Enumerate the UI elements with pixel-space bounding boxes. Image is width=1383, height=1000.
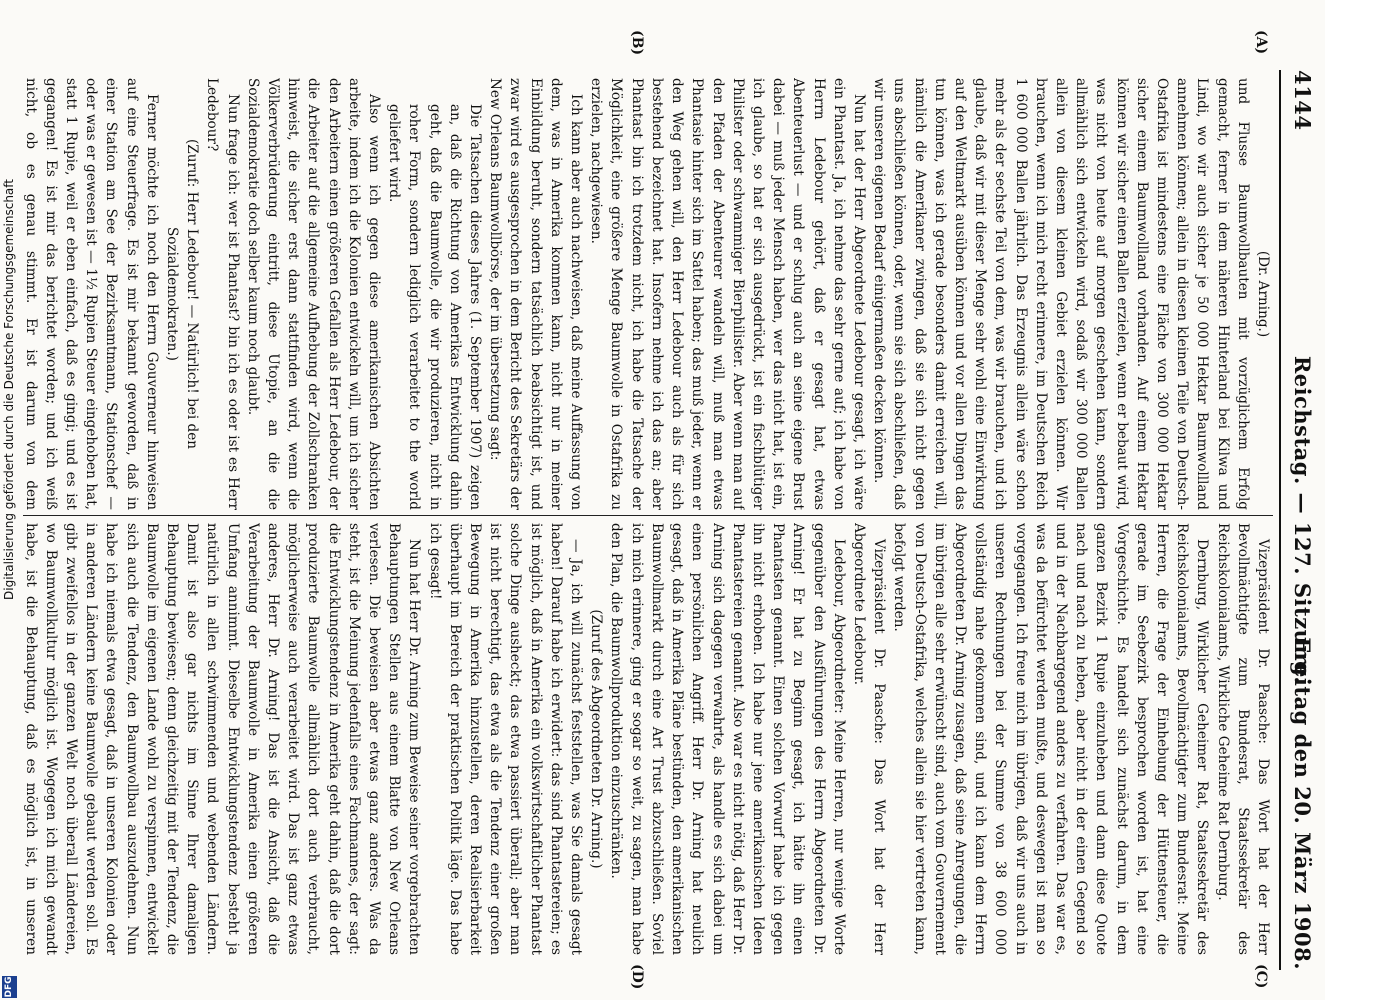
interjection: (Zuruf: Herr Ledebour! — Natürlich! bei den Sozialdemokraten.): [164, 138, 201, 450]
column-divider: [23, 515, 1273, 516]
dfg-logo: DFG: [2, 976, 17, 998]
quotation: Die Tatsachen dieses Jahres (1. September 1907) zeigen an, daß die Richtung von Amerikas Entwicklung dahin geht, daß die Baumwolle, die wir produzieren, nicht in roher Form, sondern lediglich verarbeitet to the world geliefert wird.: [386, 104, 484, 510]
paragraph: Also wenn ich gegen diese amerikanischen Absichten arbeite, indem ich die Kolonien entwickeln will, um ich sicher den Arbeitern einen größeren Gefallen als Herr Ledebour, der die Arbeiter auf die allgemeine Aufhebung der Zollschranken hinweist, die sicher erst dann stattfinden wird, wenn die Völkerverbrüderung eintritt, diese Utopie, an die die Sozialdemokratie doch selber kaum noch glaubt.: [244, 78, 383, 510]
paragraph: Vizepräsident Dr. Paasche: Das Wort hat der Herr Abgeordnete Ledebour.: [850, 523, 888, 955]
page-number: 4144: [1290, 70, 1315, 131]
paragraph: Nun frage ich: wer ist Phantast? bin ich es oder ist es Herr Ledebour?: [204, 78, 241, 510]
paragraph: — Ja, ich will zunächst feststellen, was Sie damals gesagt haben! Darauf habe ich erwidert: das sind Phantastereien; es ist möglich, daß in Amerika ein volkswirtschaftlicher Phantast solche Dinge ausheckt; das etwa passiert überall; aber man ist nicht berechtigt, das etwa als die Tendenz einer großen Bewegung in Amerika hinzustellen, deren Realisierbarkeit überhaupt im Bereich der praktischen Politik läge. Das habe ich gesagt!: [426, 523, 585, 955]
speaker-tag: (Dr. Arning.): [1255, 250, 1271, 338]
margin-marker-b: (B): [629, 30, 645, 56]
margin-marker-d: (D): [629, 964, 645, 990]
paragraph: Ich kann aber auch nachweisen, daß meine Auffassung von dem, was in Amerika kommen kann, nicht nur in meiner Einbildung beruht, sondern tatsächlich beabsichtigt ist, und zwar wird es ausgesprochen in dem Bericht des Sekretärs der New Orleans Baumwollbörse, der im übersetzung sagt:: [487, 78, 585, 510]
session-date: Freitag den 20. März 1908.: [1290, 637, 1315, 970]
paragraph: Ledebour, Abgeordneter: Meine Herren, nur wenige Worte gegenüber den Ausführungen des Herrn Abgeordneten Dr. Arning! Er hat zu Beginn gesagt, ich hätte ihn einen Phantasten genannt. Einen solchen Vorwurf habe ich gegen ihn nicht erhoben. Ich habe nur jene amerikanischen Ideen Phantastereien genannt. Also war es nicht nötig, daß Herr Dr. Arning sich dagegen verwahrte, als handle es sich dabei um einen persönlichen Angriff. Herr Dr. Arning hat neulich gesagt, daß in Amerika Pläne bestünden, den amerikanischen Baumwollmarkt durch eine Art Trust abzuschließen. Soviel ich mich erinnere, ging er sogar so weit, zu sagen, man habe den Plan, die Baumwollproduktion einzuschränken.: [608, 523, 847, 955]
paragraph: Vizepräsident Dr. Paasche: Das Wort hat der Herr Bevollmächtigte zum Bundesrat, Staatssekretär des Reichskolonialamts, Wirkliche Geheime Rat Dernburg.: [1214, 523, 1271, 955]
paragraph: Dernburg, Wirklicher Geheimer Rat, Staatssekretär des Reichskolonialamts, Bevollmächtigter zum Bundesrat: Meine Herren, die Frage der Einhebung der Hüttensteuer, die gerade im Seebezirk besprochen worden ist, hat eine Vorgeschichte. Es handelt sich zunächst darum, in dem ganzen Bezirk 1 Rupie einzuheben und dann diese Quote nach und nach zu heben, aber nicht in der einen Gegend so und in der Nachbargegend anders zu verfahren. Das war es, was da befürchtet werden mußte, und deswegen ist man so vorgegangen. Ich freue mich im übrigen, daß wir uns auch in unseren Rechnungen bei der Summe von 38 600 000 vollständig nahe gekommen sind, und ich kann dem Herrn Abgeordneten Dr. Arning zusagen, daß seine Anregungen, die im übrigen alle sehr erwünscht sind, auch vom Gouvernement von Deutsch-Ostafrika, welches allein sie hier vertreten kann, befolgt werden.: [891, 523, 1211, 955]
right-text-column: [23, 523, 1273, 955]
digitization-credit: Digitalisierung gefördert durch die Deutsche Forschungsgemeinschaft: [2, 178, 16, 600]
paragraph: Nun hat der Herr Abgeordnete Ledebour gesagt, ich wäre ein Phantast. Ja, ich nehme das sehr gerne auf; ich habe von Herrn Ledebour gehört, daß er gesagt hat, etwas Abenteuerlust — und er schlug auch an seine eigene Brust dabei — muß jeder Mensch haben, wer das nicht hat, ist ein, ich glaube, so hat er sich ausgedrückt, ist ein fischblütiger Philister oder schwammiger Bierphilister. Aber wenn man auf den Pfaden der Abenteurer wandeln will, muß man etwas Phantasie hinter sich im Sattel haben; das muß jeder, wenn er den Weg gehen will, den Herr Ledebour auch als für sich bestehend bezeichnet hat. Insofern nehme ich das an; aber Phantast bin ich trotzdem nicht, ich habe die Tatsache der Möglichkeit, eine größere Menge Baumwolle in Ostafrika zu erzielen, nachgewiesen.: [588, 78, 867, 510]
left-text-column: [23, 78, 1273, 510]
interjection: (Zuruf des Abgeordneten Dr. Arning.): [588, 609, 605, 869]
margin-marker-a: (A): [1253, 30, 1269, 55]
paragraph: Nun hat Herr Dr. Arning zum Beweise seiner vorgebrachten Behauptungen Stellen aus einem Blatte von New Orleans verlesen. Die beweisen aber etwas ganz anderes. Was da steht, ist die Meinung jedenfalls eines Fachmannes, der sagt: die Entwicklungstendenz in Amerika geht dahin, daß die dort produzierte Baumwolle allmählich dort auch verbraucht, möglicherweise auch verarbeitet wird. Das ist ganz etwas anderes, Herr Dr. Arning! Das ist die Ansicht, daß die Verarbeitung der Baumwolle in Amerika einen größeren Umfang annimmt. Dieselbe Entwicklungstendenz besteht ja natürlich in allen schwimmenden und webenden Ländern. Damit ist also gar nichts im Sinne Ihrer damaligen Behauptung bewiesen; denn gleichzeitig mit der Tendenz, die Baumwolle im eigenen Lande wohl zu verspinnen, entwickelt sich auch die Tendenz, den Baumwollbau auszudehnen. Nun habe ich niemals etwa gesagt, daß in unseren Kolonien oder in anderen Ländern keine Baumwolle gebaut werden soll. Es gibt zweifellos in der ganzen Welt noch überall Ländereien, wo Baumwollkultur möglich ist. Wogegen ich mich gewandt habe, ist die Behauptung, daß es möglich ist, in unseren: [23, 523, 423, 955]
paragraph: Ferner möchte ich noch den Herrn Gouverneur hinweisen auf eine Steuerfrage. Es ist mir bekannt geworden, daß in einer Station am See der Bezirksamtmann, Stationschef — oder was er gewesen ist — 1½ Rupien Steuer eingehoben hat, statt 1 Rupie, weil er eben einfach, daß es gingi; und es ist gegangen! Es ist mir das berichtet worden; und ich weiß nicht, ob es genau stimmt. Er ist darum von dem: [23, 78, 160, 510]
session-title: Reichstag. — 127. Sitzung.: [1290, 355, 1315, 685]
paragraph: und Flusse Baumwollbauten mit vorzüglichem Erfolg gemacht, ferner in dem näheren Hinterland bei Kilwa und Lindi, wo wir auch sicher je 50 000 Hektar Baumwollland annehmen können; allein in diesen kleinen Teile von Deutsch-Ostafrika ist mindestens eine Fläche von 300 000 Hektar sicher einem Baumwollland vorhanden. Auf einem Hektar können wir sicher einen Ballen erzielen, wenn er bebaut wird, was nicht von heute auf morgen geschehen kann, sondern allmählich sich entwickeln wird, sodaß wir 300 000 Ballen allein von diesem kleinen Gebiet erzielen können. Wir brauchen, wenn ich mich recht erinnere, im Deutschen Reich 1 600 000 Ballen jährlich. Das Erzeugnis allein wäre schon mehr als der sechste Teil von dem, was wir brauchen, und ich glaube, daß wir mit dieser Menge sehr wohl eine Einwirkung auf den Weltmarkt ausüben können und vor allen Dingen das tun können, was ich gerade besonders damit erreichen will, nämlich die Amerikaner zwingen, daß sie sich nicht gegen uns abschließen können, oder, wenn sie sich abschließen, daß wir unseren eigenen Bedarf einigermaßen decken können.: [871, 78, 1251, 510]
margin-marker-c: (C): [1253, 964, 1269, 989]
page-header: [1279, 70, 1321, 970]
